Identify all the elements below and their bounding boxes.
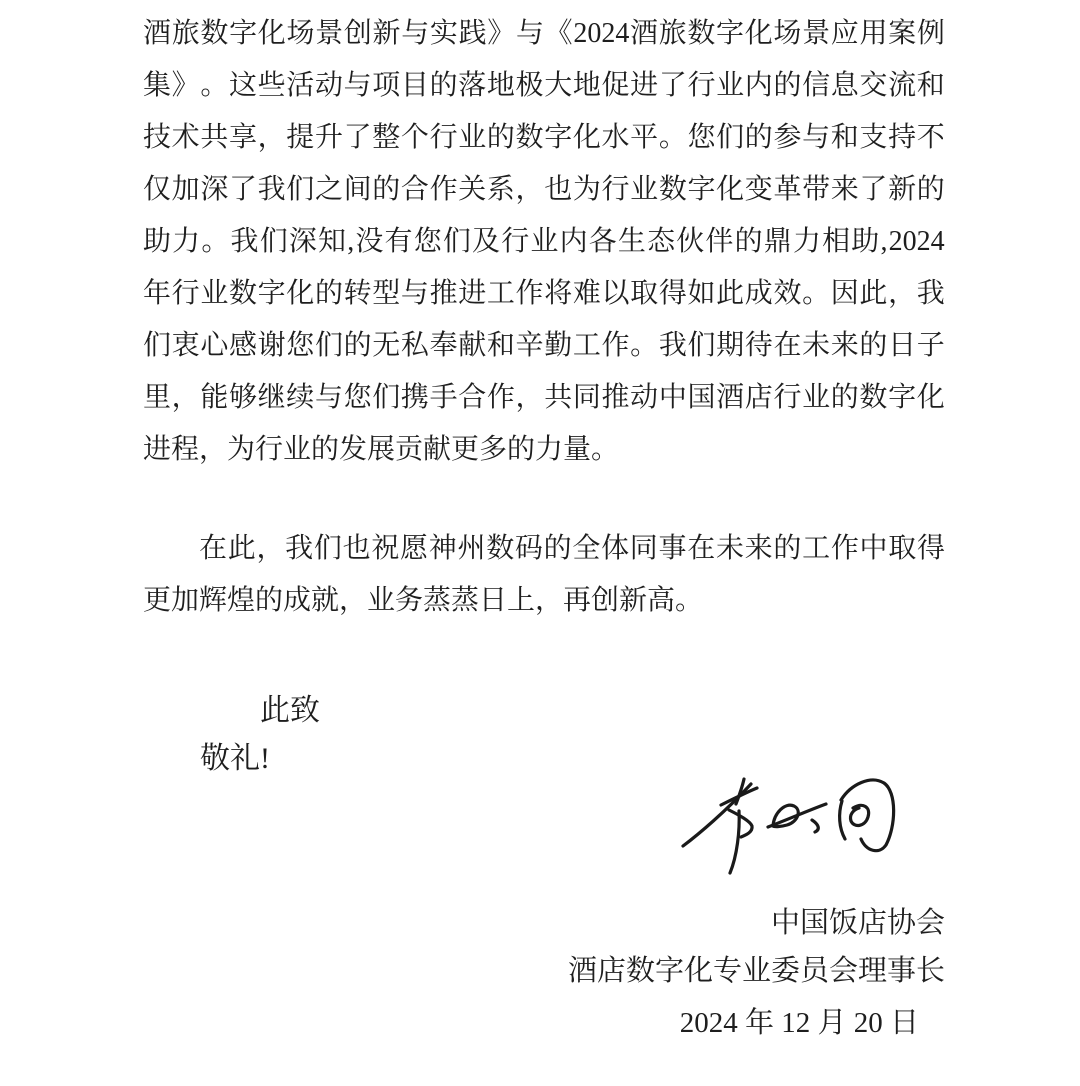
letter-line: 酒 旅 数 字 化 场 景 创 新 与 实 践 》 与 《 2024 酒 旅 数 字 化 场 景 应 用 案 例 bbox=[143, 18, 945, 49]
letter-line: 技 术 共 享 ， 提 升 了 整 个 行 业 的 数 字 化 水 平 。 您 们 的 参 与 和 支 持 不 bbox=[143, 122, 945, 153]
closing-salute-cizhi: 此致 bbox=[260, 694, 320, 727]
letter-line: 仅 加 深 了 我 们 之 间 的 合 作 关 系 ， 也 为 行 业 数 字 化 变 革 带 来 了 新 的 bbox=[143, 174, 945, 205]
signature-handwriting-icon bbox=[655, 758, 955, 888]
letter-body bbox=[143, 8, 945, 627]
letter-line: 更加辉煌的成就，业务蒸蒸日上，再创新高。 bbox=[143, 585, 704, 616]
closing-salute-jingli: 敬礼! bbox=[200, 742, 270, 775]
letter-line: 年 行 业 数 字 化 的 转 型 与 推 进 工 作 将 难 以 取 得 如 此 成 效 。 因 此 ， 我 bbox=[143, 278, 945, 309]
paragraph-gap bbox=[143, 476, 945, 523]
letter-line: 里 ， 能 够 继 续 与 您 们 携 手 合 作 ， 共 同 推 动 中 国 酒 店 行 业 的 数 字 化 bbox=[143, 382, 945, 413]
letter-line: 集 》 。 这 些 活 动 与 项 目 的 落 地 极 大 地 促 进 了 行 业 内 的 信 息 交 流 和 bbox=[143, 70, 945, 101]
signer-title: 酒店数字化专业委员会理事长 bbox=[567, 955, 945, 987]
letter-line: 们 衷 心 感 谢 您 们 的 无 私 奉 献 和 辛 勤 工 作 。 我 们 期 待 在 未 来 的 日 子 bbox=[143, 330, 945, 361]
letter-date: 2024 年 12 月 20 日 bbox=[679, 1007, 919, 1039]
letter-line: 助 力 。 我 们 深 知 , 没 有 您 们 及 行 业 内 各 生 态 伙 伴 的 鼎 力 相 助 , 2024 bbox=[143, 226, 945, 257]
signer-organization: 中国饭店协会 bbox=[770, 907, 945, 939]
letter-line: 在 此 ， 我 们 也 祝 愿 神 州 数 码 的 全 体 同 事 在 未 来 的 工 作 中 取 得 bbox=[199, 533, 945, 564]
letter-line: 进程，为行业的发展贡献更多的力量。 bbox=[143, 434, 620, 465]
